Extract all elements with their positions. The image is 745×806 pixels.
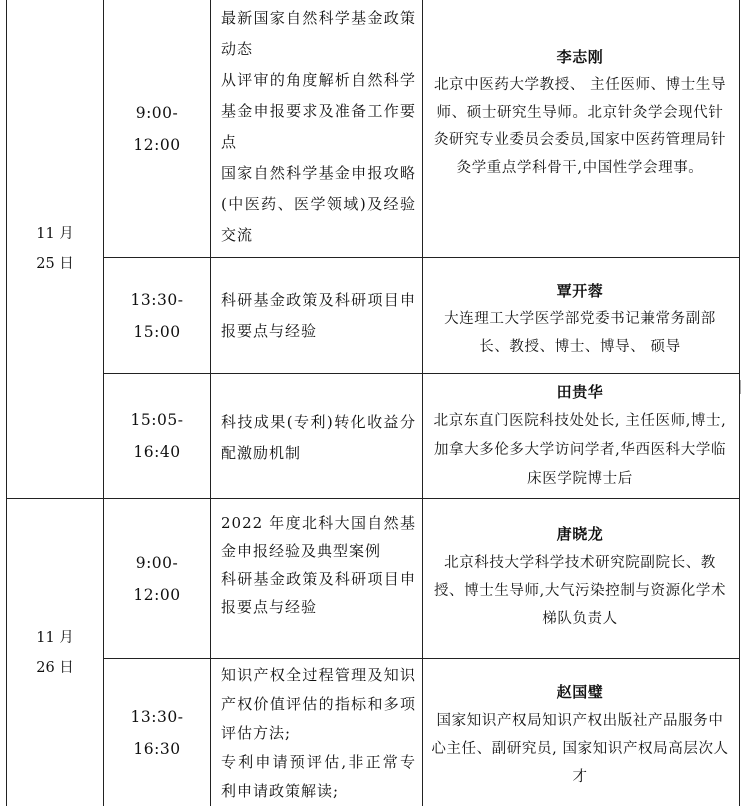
speaker-cell — [423, 0, 740, 257]
speaker-name: 唐晓龙 — [556, 525, 604, 543]
speaker-name: 赵国璧 — [556, 683, 604, 701]
topic-item: 从评审的角度解析自然科学基金申报要求及准备工作要点 — [221, 71, 416, 151]
page-edge-mark — [740, 380, 745, 394]
speaker-bio: 国家知识产权局知识产权出版社产品服务中心主任、副研究员, 国家知识产权局高层次人才 — [431, 713, 729, 785]
topic-cell — [211, 658, 423, 806]
speaker-cell — [423, 658, 740, 806]
speaker-name: 田贵华 — [556, 383, 604, 401]
topic-cell — [211, 373, 423, 498]
topic-cell — [211, 0, 423, 257]
time-text: 13:30-15:00 — [130, 290, 184, 341]
time-text: 9:00-12:00 — [133, 103, 181, 154]
time-cell — [104, 658, 211, 806]
topic-item: 科技成果(专利)转化收益分配激励机制 — [221, 413, 416, 462]
speaker-name: 李志刚 — [556, 48, 604, 66]
schedule-table — [6, 0, 740, 806]
topic-cell — [211, 257, 423, 373]
topic-item: 知识产权全过程管理及知识产权价值评估的指标和多项评估方法; — [221, 666, 416, 742]
date-month: 11 月 — [36, 226, 74, 242]
date-cell-day2 — [6, 498, 104, 806]
speaker-bio: 大连理工大学医学部党委书记兼常务副部长、教授、博士、博导、 硕导 — [444, 311, 716, 355]
speaker-bio: 北京东直门医院科技处处长, 主任医师,博士,加拿大多伦多大学访问学者,华西医科大学临床医学院博士后 — [433, 413, 727, 487]
date-month: 11 月 — [36, 629, 74, 646]
topic-item: 科研基金政策及科研项目申报要点与经验 — [221, 291, 416, 340]
date-cell-day1 — [6, 0, 104, 498]
speaker-cell — [423, 498, 740, 658]
speaker-bio: 北京科技大学科学技术研究院副院长、教授、博士生导师,大气污染控制与资源化学术梯队负责人 — [433, 555, 727, 627]
speaker-cell — [423, 373, 740, 498]
time-cell — [104, 257, 211, 373]
topic-item: 最新国家自然科学基金政策动态 — [221, 9, 416, 58]
topic-item: 2022 年度北科大国自然基金申报经验及典型案例 — [221, 514, 416, 560]
date-day: 25 日 — [36, 256, 74, 272]
topic-item: 国家自然科学基金申报攻略(中医药、医学领域)及经验交流 — [221, 164, 416, 244]
topic-cell — [211, 498, 423, 658]
time-text: 9:00-12:00 — [133, 553, 181, 604]
time-cell — [104, 373, 211, 498]
speaker-name: 覃开蓉 — [556, 282, 604, 300]
topic-item: 科研基金政策及科研项目申报要点与经验 — [221, 570, 416, 616]
topic-item: 专利申请预评估,非正常专利申请政策解读; — [221, 753, 416, 800]
speaker-cell — [423, 257, 740, 373]
date-day: 26 日 — [36, 659, 74, 676]
time-cell — [104, 498, 211, 658]
time-text: 15:05-16:40 — [130, 411, 184, 461]
speaker-bio: 北京中医药大学教授、 主任医师、博士生导师、硕士研究生导师。北京针灸学会现代针灸研究专业委员会委员,国家中医药管理局针灸学重点学科骨干,中国性学会理事。 — [433, 77, 727, 176]
time-cell — [104, 0, 211, 257]
time-text: 13:30-16:30 — [130, 707, 184, 758]
